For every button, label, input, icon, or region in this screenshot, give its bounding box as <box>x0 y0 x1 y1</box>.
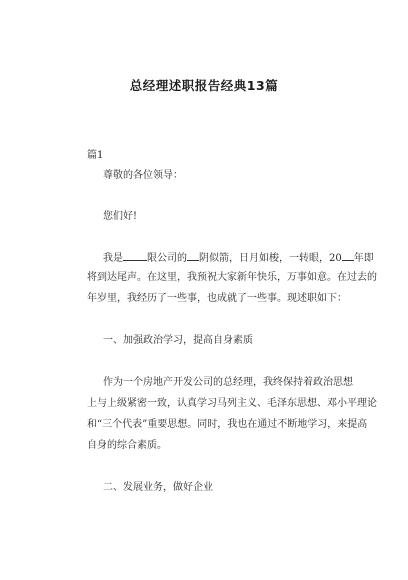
intro-text-c: 阴似箭，日月如梭，一转眼， <box>199 253 329 264</box>
para2-line-3: 和“三个代表”重要思想。同时，我也在通过不断地学习，来提高 <box>87 419 368 430</box>
greeting: 尊敬的各位领导： <box>103 170 183 181</box>
heading-2: 二、发展业务，做好企业 <box>103 482 213 493</box>
para2-line-2: 上与上级紧密一致，认真学习马列主义、毛泽东思想、邓小平理论 <box>87 398 377 409</box>
para2-line-1: 作为一个房地产开发公司的总经理，我终保持着政治思想 <box>103 377 353 388</box>
intro-text-a: 我是 <box>103 253 123 264</box>
fill-blank <box>123 250 147 261</box>
fill-blank <box>187 250 199 261</box>
intro-text-b: 限公司的 <box>147 253 187 264</box>
para2-line-4: 自身的综合素质。 <box>87 440 167 451</box>
salutation: 您们好! <box>103 211 138 222</box>
fill-blank <box>342 250 354 261</box>
intro-line-1 <box>103 250 374 266</box>
heading-1: 一、加强政治学习，提高自身素质 <box>103 335 253 346</box>
section-label: 篇1 <box>87 150 104 161</box>
intro-year: 20 <box>329 253 342 264</box>
intro-text-d: 年即 <box>353 253 374 264</box>
document-title: 总经理述职报告经典13篇 <box>129 78 279 93</box>
intro-line-2: 将到达尾声。在这里，我预祝大家新年快乐，万事如意。在过去的 <box>87 272 377 283</box>
intro-line-3: 年岁里，我经历了一些事，也成就了一些事。现述职如下： <box>87 293 347 304</box>
